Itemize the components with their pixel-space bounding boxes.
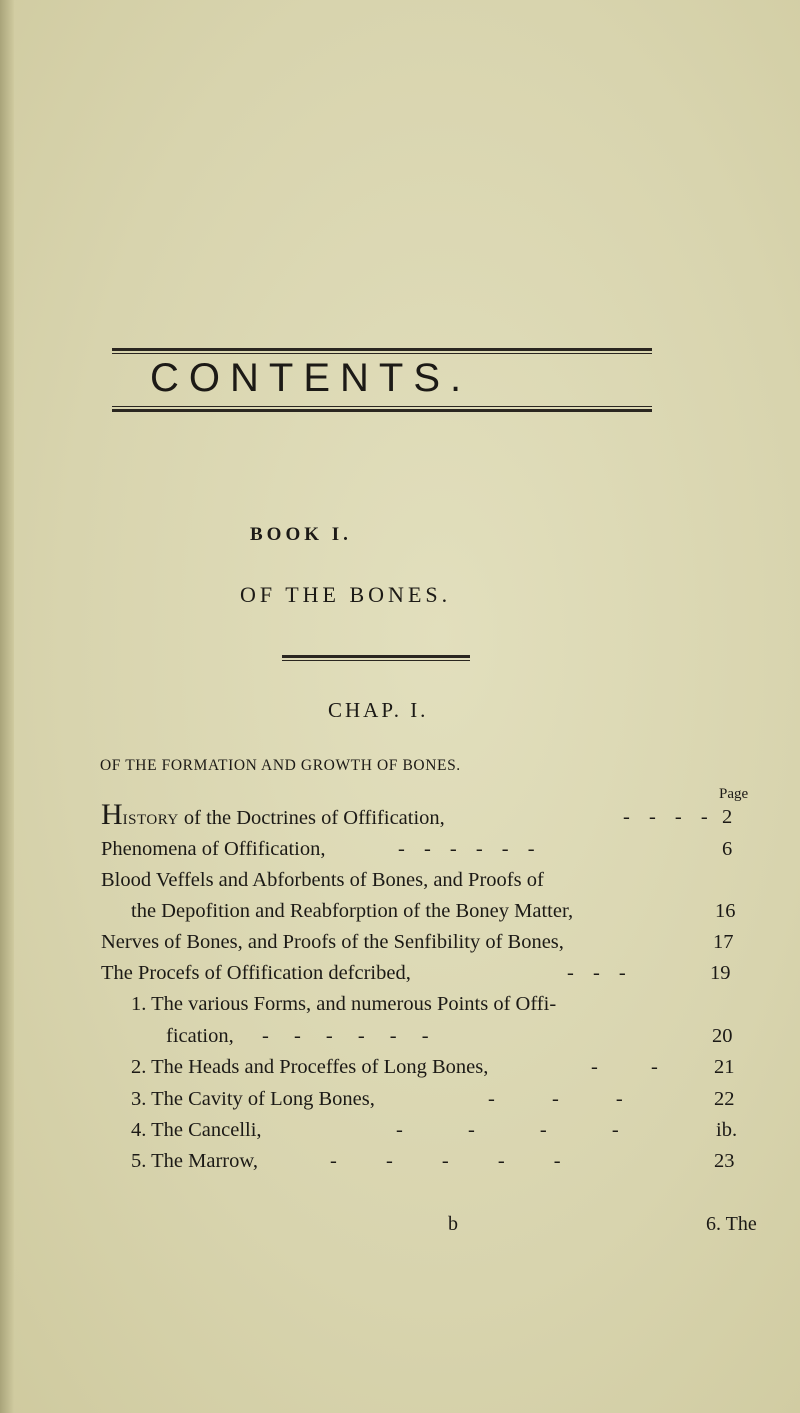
- toc-entry: [0, 838, 800, 868]
- leader-dots: - - -: [488, 1088, 649, 1110]
- toc-entry: [0, 869, 800, 899]
- leader-dots: - - - -: [623, 806, 715, 828]
- entry-page: ib.: [716, 1119, 738, 1141]
- chapter-label: CHAP. I.: [328, 698, 429, 722]
- toc-entry: [0, 1119, 800, 1149]
- entry-text: 2. The Heads and Proceffes of Long Bones,: [131, 1056, 489, 1078]
- entry-page: 21: [714, 1056, 735, 1078]
- entry-page: 2: [722, 806, 733, 828]
- leader-dots: - - -: [567, 962, 633, 984]
- entry-text: Blood Veffels and Abforbents of Bones, and Proofs of: [101, 869, 544, 891]
- entry-text: 1. The various Forms, and numerous Points of Offi-: [131, 993, 557, 1015]
- toc-entry: [0, 1150, 800, 1180]
- entry-page: 20: [712, 1025, 733, 1047]
- signature-mark: b: [448, 1213, 458, 1235]
- entry-text: fication,: [166, 1025, 234, 1047]
- entry-text: The Procefs of Offification defcribed,: [101, 962, 411, 984]
- toc-entry: [0, 993, 800, 1023]
- entry-text: Phenomena of Offification,: [101, 838, 326, 860]
- toc-entry: [0, 1088, 800, 1118]
- drop-cap: H: [101, 798, 123, 831]
- entry-page: 19: [710, 962, 731, 984]
- leader-dots: - - - -: [396, 1119, 649, 1141]
- entry-page: 23: [714, 1150, 735, 1172]
- entry-text: the Depofition and Reabforption of the Boney Matter,: [131, 900, 574, 922]
- entry-page: 22: [714, 1088, 735, 1110]
- contents-title: CONTENTS.: [150, 356, 472, 400]
- entry-smallcaps: ISTORY: [122, 812, 179, 828]
- toc-entry: [0, 962, 800, 992]
- page-column-label: Page: [719, 786, 749, 802]
- chapter-subtitle: OF THE FORMATION AND GROWTH OF BONES.: [100, 757, 461, 774]
- toc-entry: [0, 798, 800, 836]
- toc-entry: [0, 900, 800, 930]
- entry-text: 3. The Cavity of Long Bones,: [131, 1088, 375, 1110]
- toc-entry: [0, 1025, 800, 1055]
- entry-page: 17: [713, 931, 734, 953]
- book-label: BOOK I.: [250, 524, 352, 545]
- book-subject: OF THE BONES.: [240, 582, 452, 607]
- leader-dots: - - - - - -: [262, 1025, 439, 1047]
- entry-page: 6: [722, 838, 733, 860]
- toc-entry: [0, 1056, 800, 1086]
- leader-dots: - - - - -: [330, 1150, 583, 1172]
- entry-page: 16: [715, 900, 736, 922]
- entry-text: 5. The Marrow,: [131, 1150, 258, 1172]
- toc-entry: [0, 931, 800, 961]
- catchword: 6. The: [706, 1213, 757, 1235]
- leader-dots: - - - - - -: [398, 838, 542, 860]
- leader-dots: - -: [591, 1056, 682, 1078]
- entry-text: 4. The Cancelli,: [131, 1119, 262, 1141]
- entry-text: Nerves of Bones, and Proofs of the Senfibility of Bones,: [101, 931, 564, 953]
- entry-text: of the Doctrines of Offification,: [178, 807, 445, 829]
